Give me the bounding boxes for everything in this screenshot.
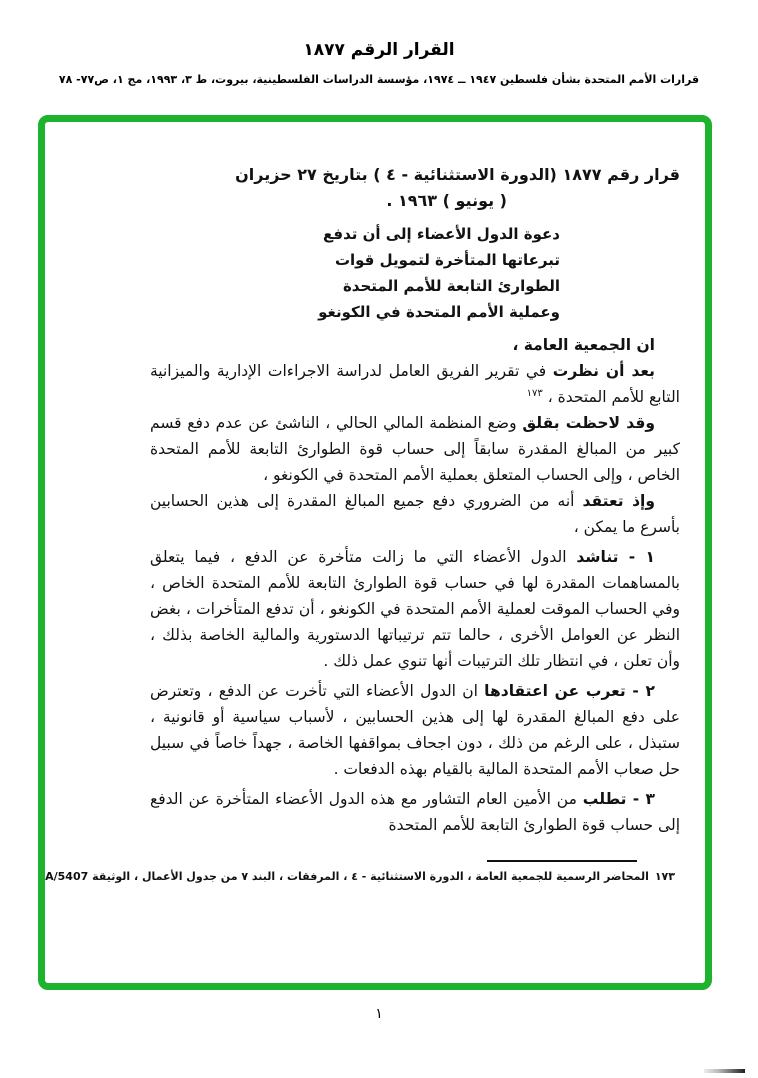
paragraph-lead: بعد أن نظرت	[552, 362, 655, 380]
paragraph-operative-2	[150, 678, 680, 782]
resolution-title-line1: قرار رقم ١٨٧٧ (الدورة الاستثنائية - ٤ ) بتاريخ ٢٧ حزيران	[235, 165, 680, 184]
footnote-separator	[487, 860, 637, 862]
subtitle-line: الطوارئ التابعة للأمم المتحدة	[342, 277, 560, 295]
subtitle-line: وعملية الأمم المتحدة في الكونغو	[318, 303, 560, 321]
body-column	[150, 332, 680, 838]
resolution-title-line2: ( يونيو ) ١٩٦٣ .	[386, 191, 507, 210]
subtitle-line: دعوة الدول الأعضاء إلى أن تدفع	[323, 225, 560, 243]
source-citation: قرارات الأمم المتحدة بشأن فلسطين ١٩٤٧ ــ ١٩٧٤، مؤسسة الدراسات الفلسطينية، بيروت، ط ٣، ١٩٩٣، مج ١، ص٧٧- ٧٨	[58, 73, 700, 86]
paragraph-text: الدول الأعضاء التي ما زالت متأخرة عن الدفع ، فيما يتعلق بالمساهمات المقدرة لها في حساب قوة الطوارئ التابعة للأمم المتحدة الخاص ، وفي الحساب الموقت لعملية الأمم المتحدة في الكونغو ، أن تدفع المتأخرات ، بغض النظر عن العوامل الأخرى ، حالما تتم ترتيباتها الدستورية والمالية الخاصة بذلك ، وأن تعلن ، في انتظار تلك الترتيبات أنها تنوي عمل ذلك .	[150, 548, 680, 670]
paragraph-lead: وإذ تعتقد	[582, 492, 655, 510]
paragraph-preamble-3	[150, 488, 680, 540]
footnote-reference: ١٧٣	[526, 387, 543, 399]
paragraph-text: أنه من الضروري دفع جميع المبالغ المقدرة إلى هذين الحسابين بأسرع ما يمكن ،	[150, 492, 680, 536]
paragraph-operative-1	[150, 544, 680, 674]
paragraph-text: من الأمين العام التشاور مع هذه الدول الأعضاء المتأخرة عن الدفع إلى حساب قوة الطوارئ التابعة للأمم المتحدة	[150, 790, 680, 834]
document-content	[45, 122, 705, 983]
footnote	[45, 869, 680, 884]
footnote-text: المحاضر الرسمية للجمعية العامة ، الدورة الاستثنائية - ٤ ، المرفقات ، البند ٧ من جدول الأعمال ، الوثيقة A/5407	[45, 870, 649, 883]
paragraph-text: وضع المنظمة المالي الحالي ، الناشئ عن عدم دفع قسم كبير من المبالغ المقدرة سابقاً إلى حساب قوة الطوارئ التابعة للأمم المتحدة الخاص ، وإلى الحساب المتعلق بعملية الأمم المتحدة في الكونغو ،	[150, 414, 680, 484]
paragraph-lead: وقد لاحظت بقلق	[522, 414, 655, 432]
resolution-subtitle	[70, 221, 680, 325]
paragraph-text: ان الدول الأعضاء التي تأخرت عن الدفع ، وتعترض على دفع المبالغ المقدرة لها إلى هذين الحسابين ، لأسباب سياسية أو قانونية ، ستبذل ، على الرغم من ذلك ، دون اجحاف بمواقفها الخاصة ، جهداً خاصاً في سبيل حل صعاب الأمم المتحدة المالية بالقيام بهذه الدفعات .	[150, 682, 680, 778]
paragraph-lead: ١ - تناشد	[576, 548, 655, 566]
page-number: ١	[375, 1006, 383, 1022]
resolution-header-title: القرار الرقم ١٨٧٧	[303, 40, 455, 60]
paragraph-text: في تقرير الفريق العامل لدراسة الاجراءات الإدارية والميزانية التابع للأمم المتحدة ،	[150, 362, 680, 406]
paragraph-preamble-2	[150, 410, 680, 488]
opening-phrase: ان الجمعية العامة ،	[512, 336, 655, 354]
paragraph-lead: ٣ - تطلب	[582, 790, 655, 808]
resolution-title	[70, 162, 680, 214]
subtitle-line: تبرعاتها المتأخرة لتمويل قوات	[334, 251, 560, 269]
page-header	[0, 40, 758, 86]
scrollbar-fragment	[704, 1069, 745, 1073]
paragraph-lead: ٢ - تعرب عن اعتقادها	[484, 682, 655, 700]
paragraph-preamble-1	[150, 358, 680, 410]
footnote-number: ١٧٣	[654, 870, 675, 883]
green-highlight-frame	[38, 115, 712, 990]
paragraph-operative-3	[150, 786, 680, 838]
